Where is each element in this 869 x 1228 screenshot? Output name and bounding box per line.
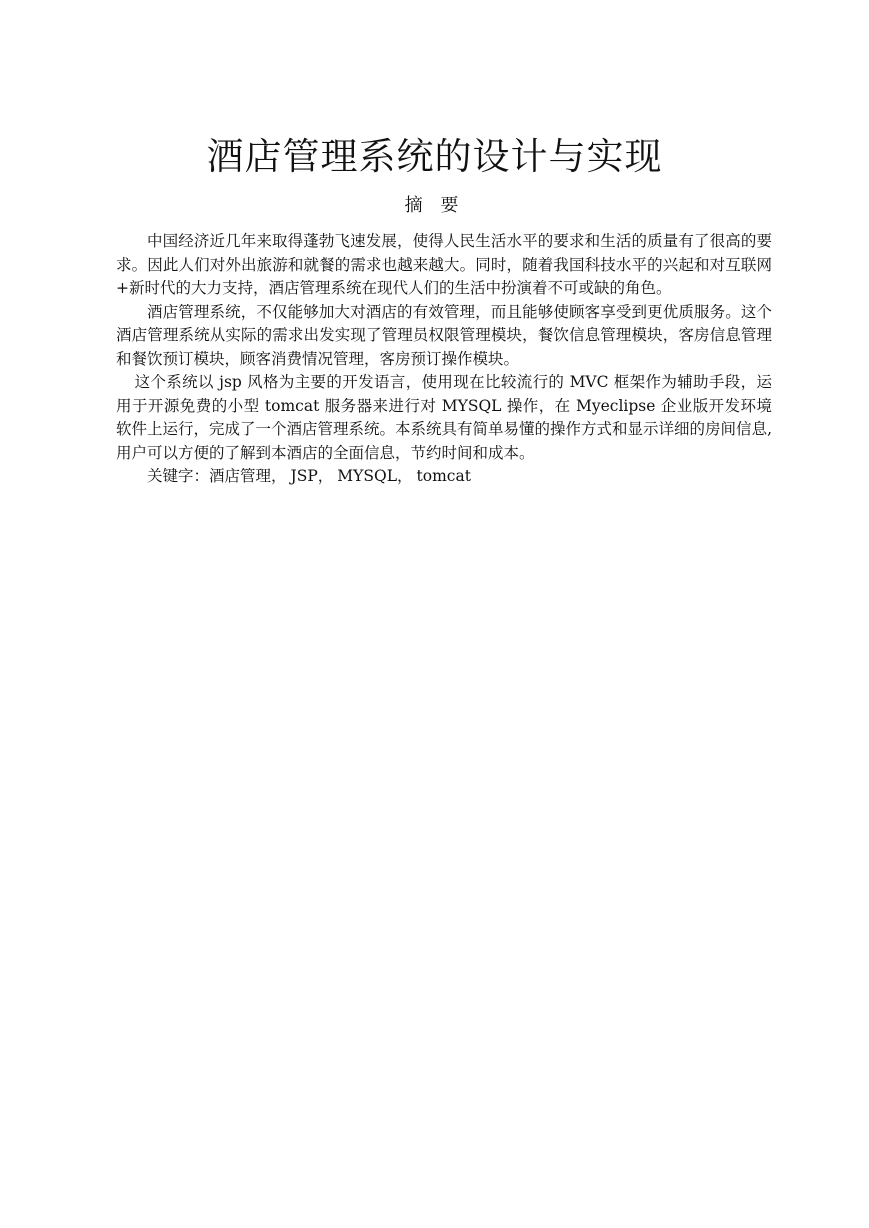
abstract-body: [116, 230, 772, 489]
abstract-paragraph-2: 酒店管理系统，不仅能够加大对酒店的有效管理，而且能够使顾客享受到更优质服务。这个酒店管理系统从实际的需求出发实现了管理员权限管理模块，餐饮信息管理模块，客房信息管理和餐饮预订模块，顾客消费情况管理，客房预订操作模块。: [116, 302, 772, 368]
keyword-item: JSP，: [290, 467, 334, 485]
keyword-item: tomcat: [416, 467, 471, 485]
abstract-paragraph-3: 这个系统以 jsp 风格为主要的开发语言，使用现在比较流行的 MVC 框架作为辅助手段，运用于开源免费的小型 tomcat 服务器来进行对 MYSQL 操作，在 Myeclipse 企业版开发环境软件上运行，完成了一个酒店管理系统。本系统具有简单易懂的操作方式和显示详细的房间信息,用户可以方便的了解到本酒店的全面信息，节约时间和成本。: [116, 373, 772, 462]
keywords-label: 关键字：酒店管理，: [147, 467, 287, 485]
paper-title: 酒店管理系统的设计与实现: [206, 135, 663, 178]
abstract-paragraph-1: 中国经济近几年来取得蓬勃飞速发展，使得人民生活水平的要求和生活的质量有了很高的要求。因此人们对外出旅游和就餐的需求也越来越大。同时，随着我国科技水平的兴起和对互联网+新时代的大力支持，酒店管理系统在现代人们的生活中扮演着不可或缺的角色。: [116, 232, 772, 297]
abstract-heading: 摘 要: [404, 195, 465, 216]
keywords-line: [116, 465, 772, 489]
keyword-item: MYSQL，: [337, 467, 413, 485]
